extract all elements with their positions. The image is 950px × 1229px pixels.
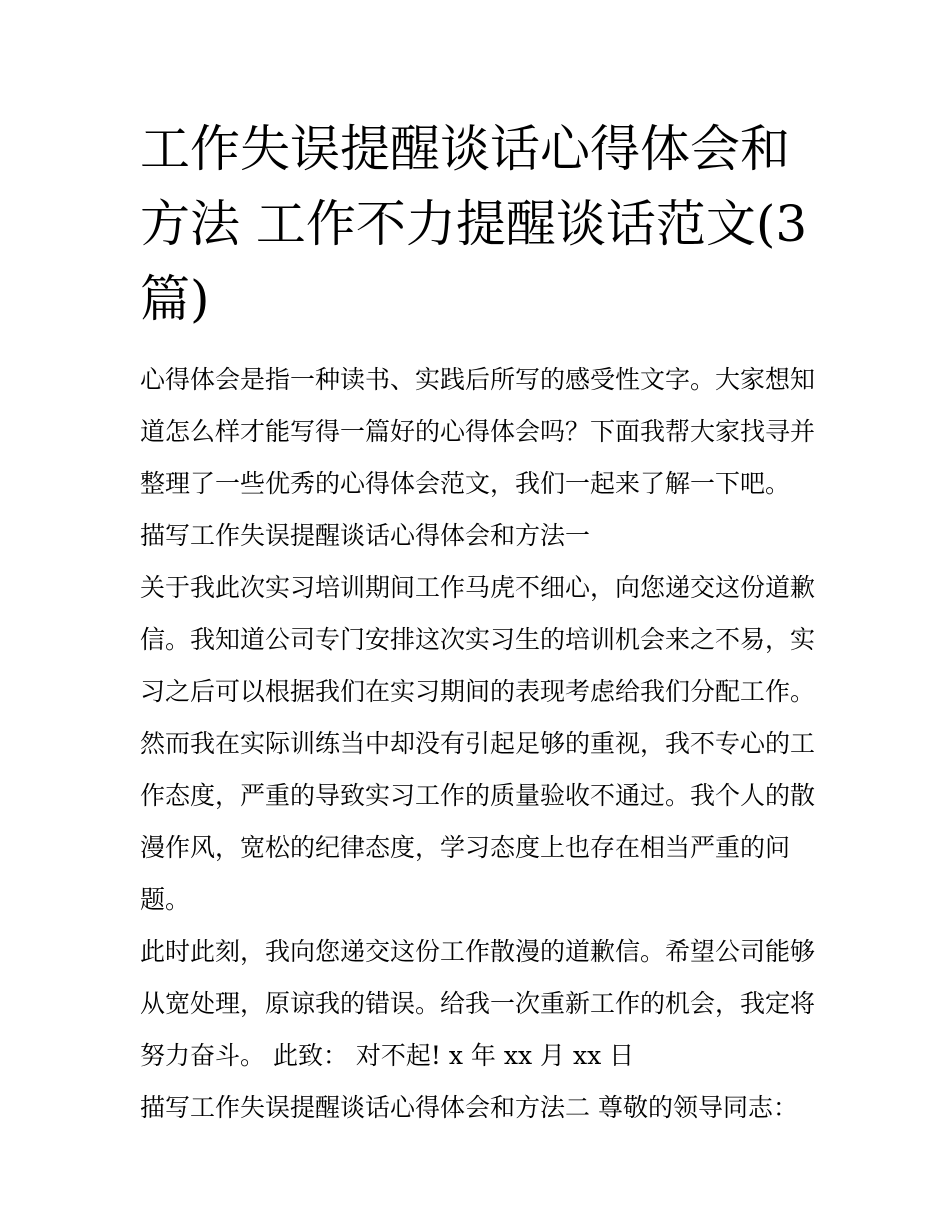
body-line: 作态度，严重的导致实习工作的质量验收不通过。我个人的散 xyxy=(140,781,816,810)
body-line: 漫作风，宽松的纪律态度，学习态度上也存在相当严重的问 xyxy=(140,833,791,862)
body-line: 心得体会是指一种读书、实践后所写的感受性文字。大家想知 xyxy=(140,365,816,394)
title-line: 工作失误提醒谈话心得体会和 xyxy=(140,120,790,178)
section-heading: 描写工作失误提醒谈话心得体会和方法一 xyxy=(140,521,591,550)
body-line: 此时此刻，我向您递交这份工作散漫的道歉信。希望公司能够 xyxy=(140,937,816,966)
title-line: 篇) xyxy=(140,270,210,328)
body-line: 然而我在实际训练当中却没有引起足够的重视，我不专心的工 xyxy=(140,729,816,758)
body-line: 习之后可以根据我们在实习期间的表现考虑给我们分配工作。 xyxy=(140,677,816,706)
section-heading: 描写工作失误提醒谈话心得体会和方法二 尊敬的领导同志： xyxy=(140,1093,798,1122)
body-line: 从宽处理，原谅我的错误。给我一次重新工作的机会，我定将 xyxy=(140,989,816,1018)
document-body xyxy=(140,360,840,1140)
body-line: 整理了一些优秀的心得体会范文，我们一起来了解一下吧。 xyxy=(140,469,791,498)
body-line: 题。 xyxy=(140,885,191,914)
body-line: 信。我知道公司专门安排这次实习生的培训机会来之不易，实 xyxy=(140,625,816,654)
body-line: 关于我此次实习培训期间工作马虎不细心，向您递交这份道歉 xyxy=(140,573,816,602)
body-line: 道怎么样才能写得一篇好的心得体会吗？下面我帮大家找寻并 xyxy=(140,417,816,446)
title-line: 方法 工作不力提醒谈话范文(3 xyxy=(140,195,808,253)
document-title xyxy=(140,112,820,337)
body-line: 努力奋斗。 此致： 对不起! x 年 xx 月 xx 日 xyxy=(140,1041,635,1070)
